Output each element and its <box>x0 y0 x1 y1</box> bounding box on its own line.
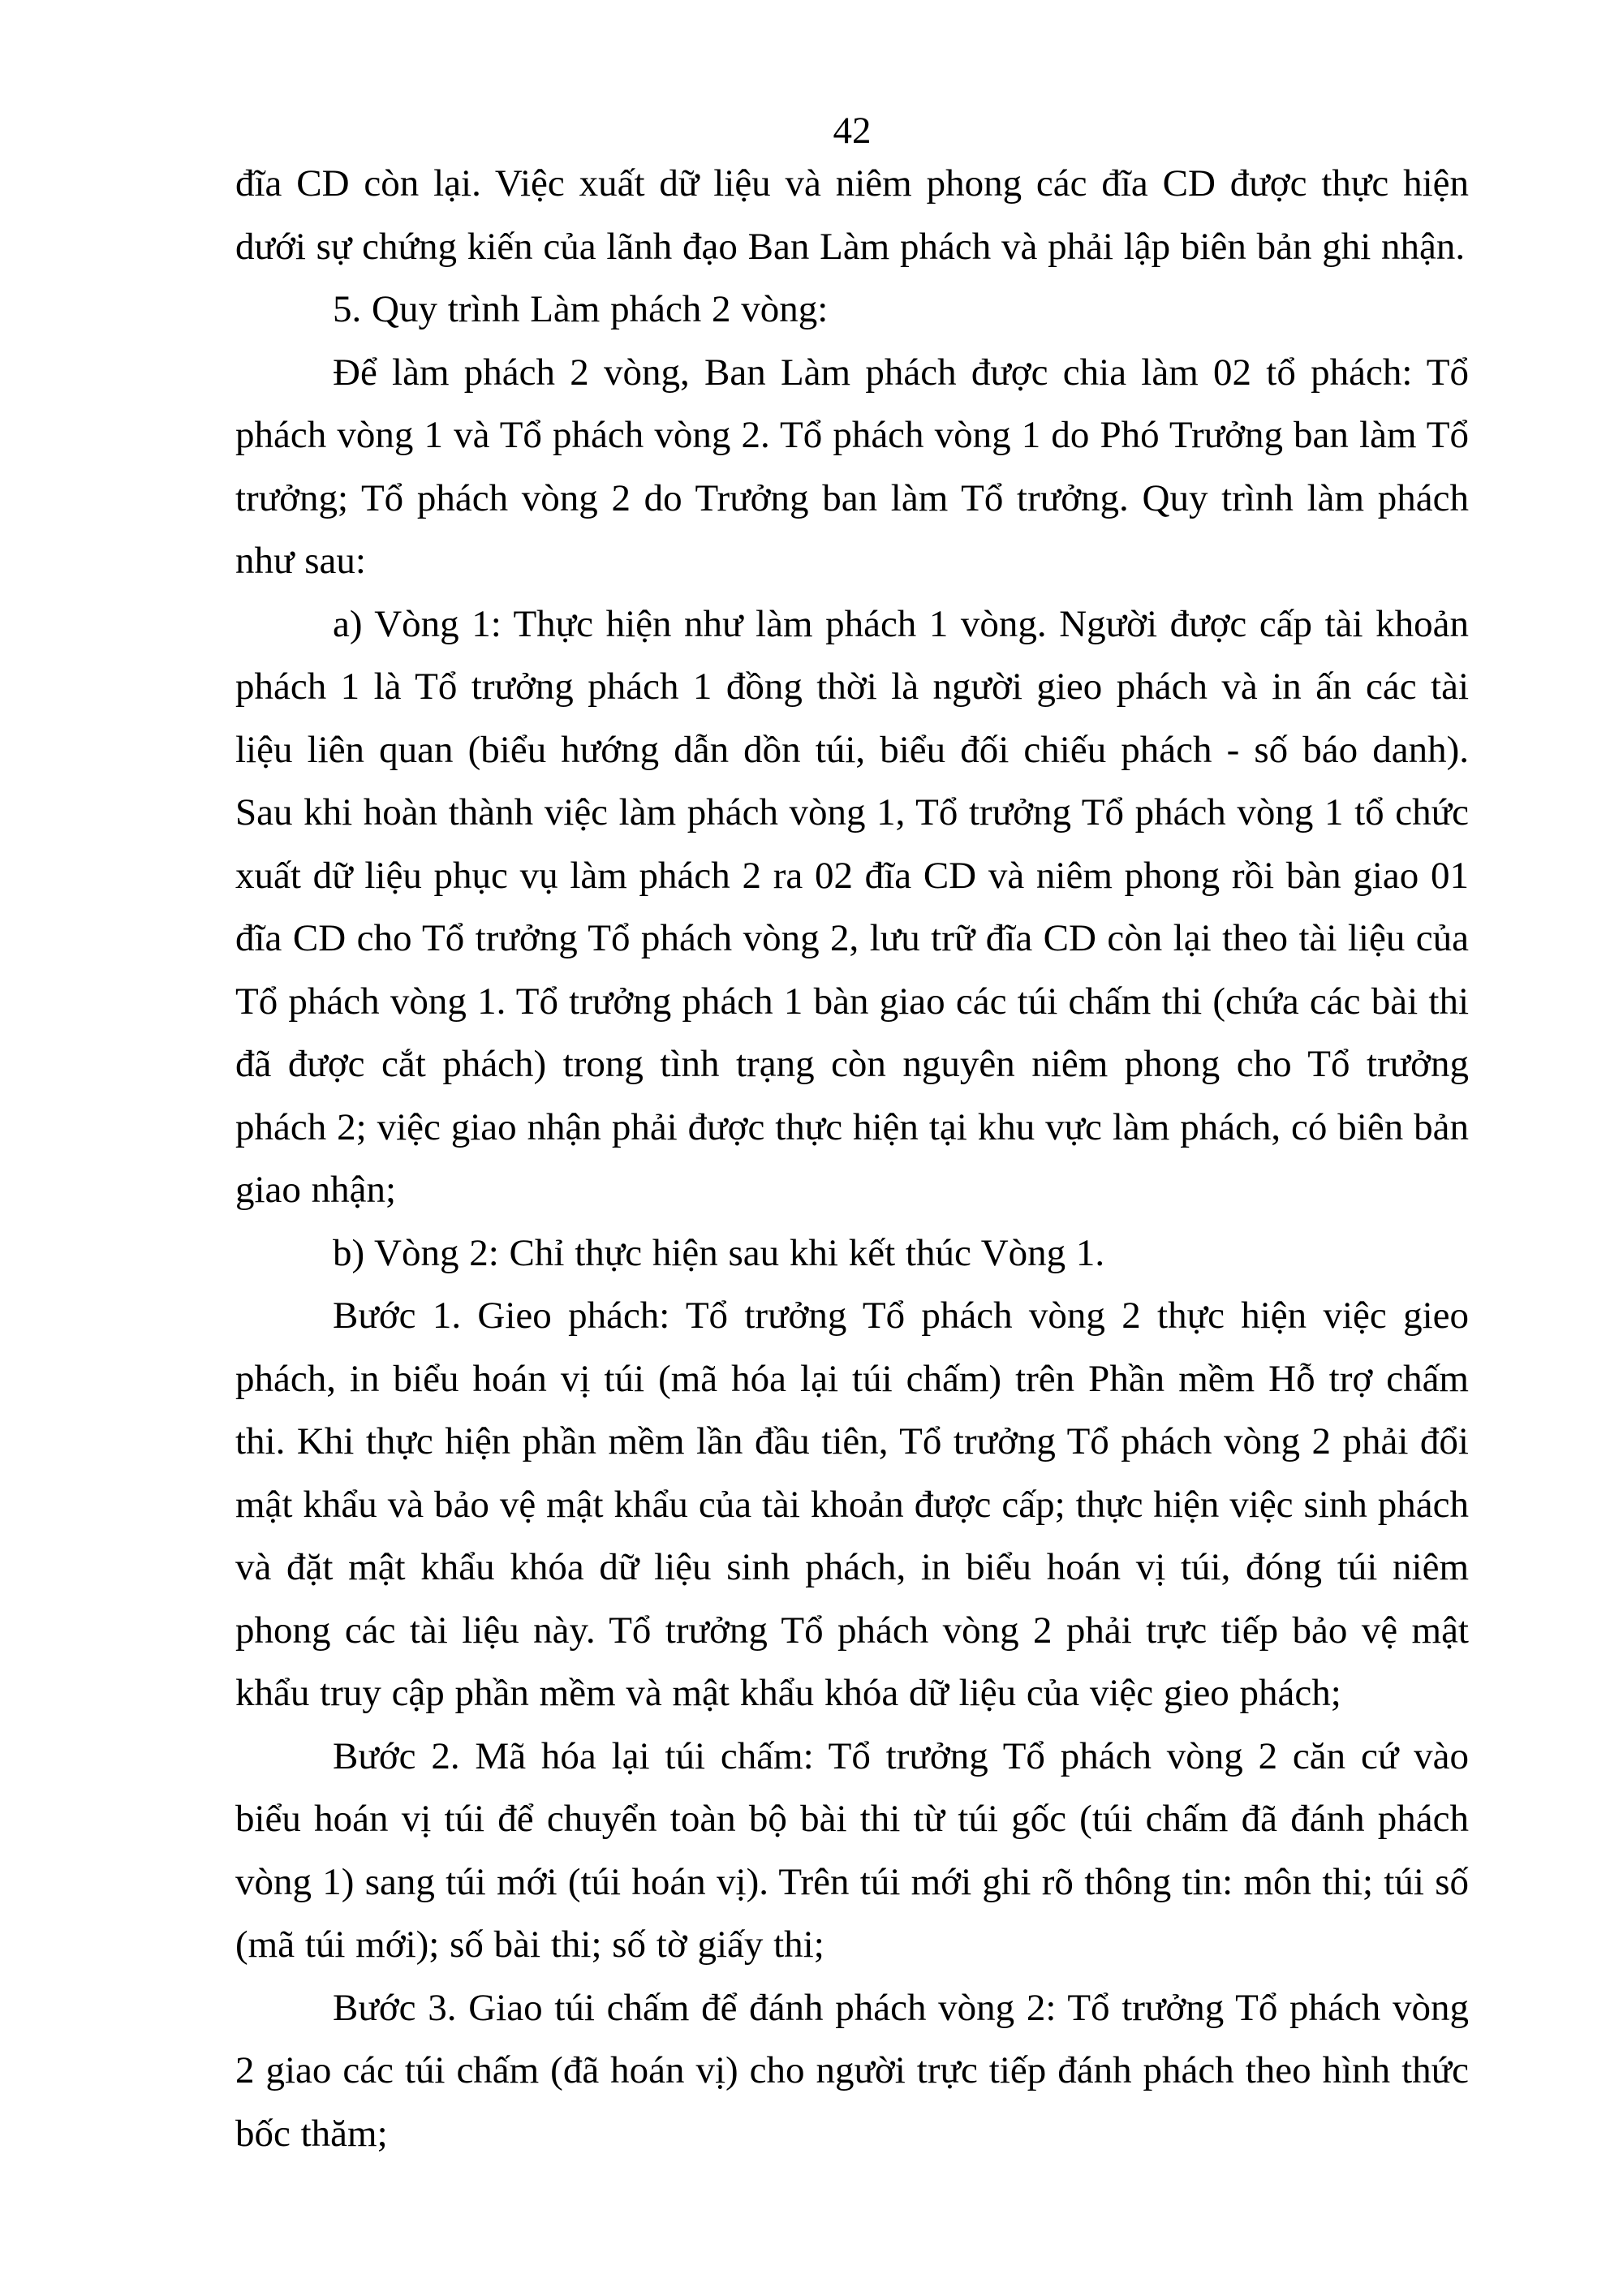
paragraph-step-1: Bước 1. Gieo phách: Tổ trưởng Tổ phách vòng 2 thực hiện việc gieo phách, in biểu hoán vị túi (mã hóa lại túi chấm) trên Phần mềm Hỗ trợ chấm thi. Khi thực hiện phần mềm lần đầu tiên, Tổ trưởng Tổ phách vòng 2 phải đổi mật khẩu và bảo vệ mật khẩu của tài khoản được cấp; thực hiện việc sinh phách và đặt mật khẩu khóa dữ liệu sinh phách, in biểu hoán vị túi, đóng túi niêm phong các tài liệu này. Tổ trưởng Tổ phách vòng 2 phải trực tiếp bảo vệ mật khẩu truy cập phần mềm và mật khẩu khóa dữ liệu của việc gieo phách; <box>235 1294 1469 1714</box>
paragraph-two-round-intro: Để làm phách 2 vòng, Ban Làm phách được chia làm 02 tổ phách: Tổ phách vòng 1 và Tổ phách vòng 2. Tổ phách vòng 1 do Phó Trưởng ban làm Tổ trưởng; Tổ phách vòng 2 do Trưởng ban làm Tổ trưởng. Quy trình làm phách như sau: <box>235 351 1469 582</box>
paragraph-step-3: Bước 3. Giao túi chấm để đánh phách vòng 2: Tổ trưởng Tổ phách vòng 2 giao các túi chấm (đã hoán vị) cho người trực tiếp đánh phách theo hình thức bốc thăm; <box>235 1986 1469 2155</box>
paragraph-cd-sealing-continuation: đĩa CD còn lại. Việc xuất dữ liệu và niêm phong các đĩa CD được thực hiện dưới sự chứng kiến của lãnh đạo Ban Làm phách và phải lập biên bản ghi nhận. <box>235 162 1469 268</box>
paragraph-item-b-round-2: b) Vòng 2: Chỉ thực hiện sau khi kết thúc Vòng 1. <box>333 1231 1105 1274</box>
body-text <box>235 153 1469 2165</box>
paragraph-step-2: Bước 2. Mã hóa lại túi chấm: Tổ trưởng Tổ phách vòng 2 căn cứ vào biểu hoán vị túi để chuyển toàn bộ bài thi từ túi gốc (túi chấm đã đánh phách vòng 1) sang túi mới (túi hoán vị). Trên túi mới ghi rõ thông tin: môn thi; túi số (mã túi mới); số bài thi; số tờ giấy thi; <box>235 1734 1469 1966</box>
paragraph-section-5-heading: 5. Quy trình Làm phách 2 vòng: <box>333 288 829 330</box>
paragraph-item-a-round-1: a) Vòng 1: Thực hiện như làm phách 1 vòng. Người được cấp tài khoản phách 1 là Tổ trưởng phách 1 đồng thời là người gieo phách và in ấn các tài liệu liên quan (biểu hướng dẫn dồn túi, biểu đối chiếu phách - số báo danh). Sau khi hoàn thành việc làm phách vòng 1, Tổ trưởng Tổ phách vòng 1 tổ chức xuất dữ liệu phục vụ làm phách 2 ra 02 đĩa CD và niêm phong rồi bàn giao 01 đĩa CD cho Tổ trưởng Tổ phách vòng 2, lưu trữ đĩa CD còn lại theo tài liệu của Tổ phách vòng 1. Tổ trưởng phách 1 bàn giao các túi chấm thi (chứa các bài thi đã được cắt phách) trong tình trạng còn nguyên niêm phong cho Tổ trưởng phách 2; việc giao nhận phải được thực hiện tại khu vực làm phách, có biên bản giao nhận; <box>235 602 1469 1211</box>
page-number: 42 <box>833 110 872 152</box>
